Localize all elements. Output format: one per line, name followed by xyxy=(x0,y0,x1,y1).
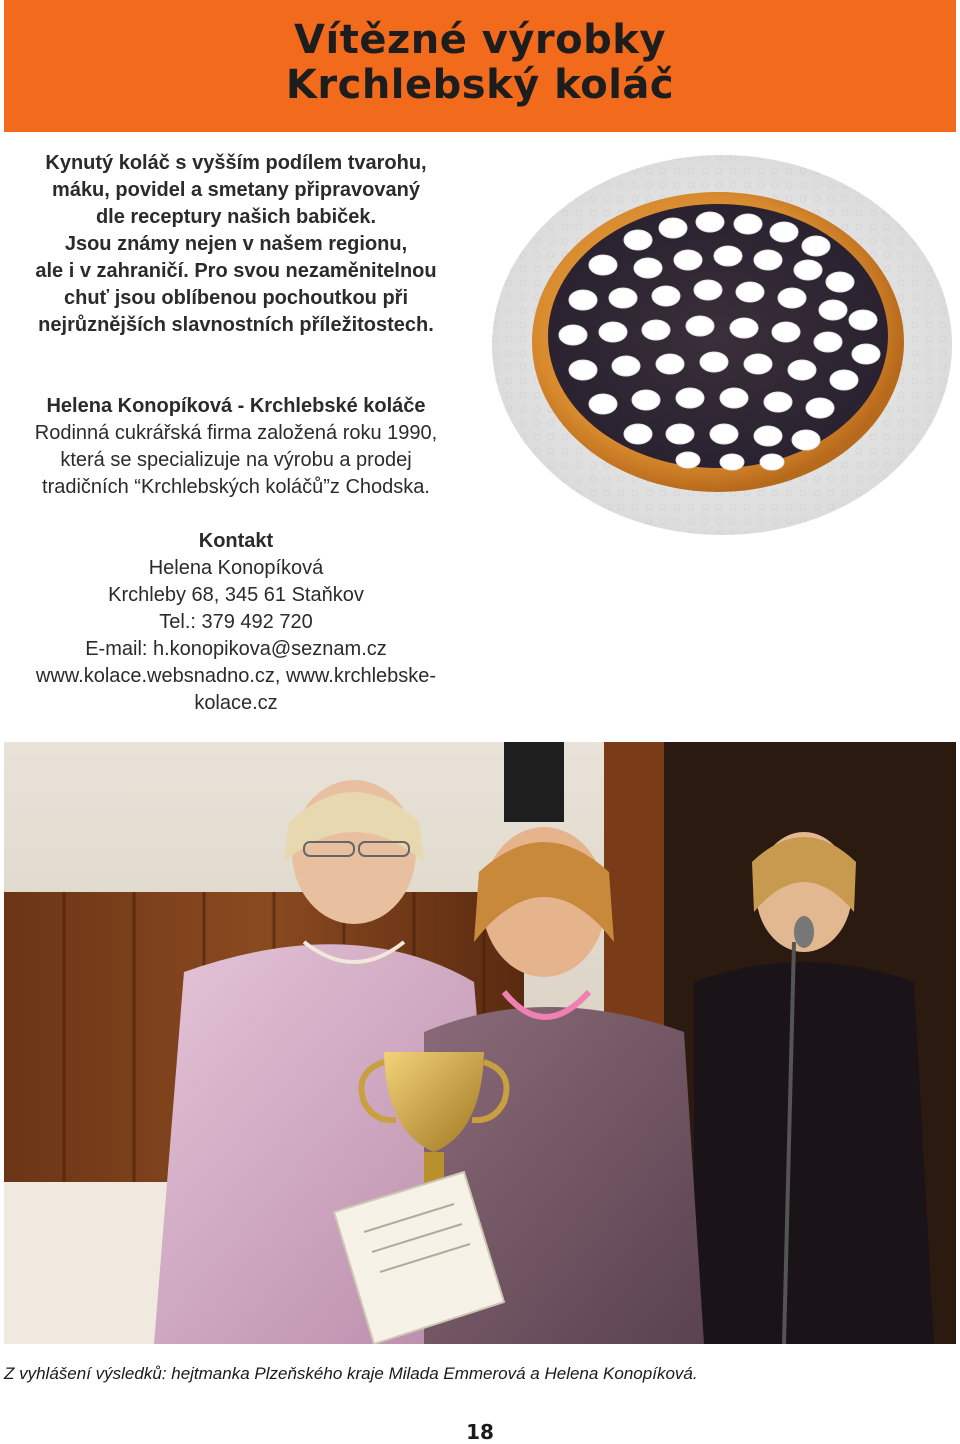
ceremony-photo xyxy=(4,742,956,1344)
company-info xyxy=(0,393,472,501)
company-line: tradičních “Krchlebských koláčů”z Chodska. xyxy=(42,476,430,498)
ceremony-photo-illustration xyxy=(4,742,956,1344)
intro-line: chuť jsou oblíbenou pochoutkou při xyxy=(64,287,408,309)
company-name: Helena Konopíková - Krchlebské koláče xyxy=(46,395,426,417)
intro-text xyxy=(0,150,472,339)
photo-caption: Z vyhlášení výsledků: hejtmanka Plzeňského kraje Milada Emmerová a Helena Konopíková. xyxy=(4,1364,698,1383)
contact-web-line1: www.kolace.websnadno.cz, www.krchlebske- xyxy=(35,665,437,687)
company-line: Rodinná cukrářská firma založená roku 1990, xyxy=(34,422,438,444)
intro-line: dle receptury našich babiček. xyxy=(95,206,377,228)
page-number: 18 xyxy=(466,1420,494,1444)
contact-phone: Tel.: 379 492 720 xyxy=(159,611,313,633)
cake-photo xyxy=(488,150,956,540)
contact-block xyxy=(0,528,472,717)
contact-web-line2: kolace.cz xyxy=(194,692,278,714)
contact-person: Helena Konopíková xyxy=(148,557,324,579)
company-line: která se specializuje na výrobu a prodej xyxy=(60,449,412,471)
contact-email: E-mail: h.konopikova@seznam.cz xyxy=(85,638,387,660)
page-title-line2: Krchlebský koláč xyxy=(285,62,675,108)
page-title-line1: Vítězné výrobky xyxy=(294,17,666,63)
intro-line: ale i v zahraničí. Pro svou nezaměnitelnou xyxy=(35,260,437,282)
contact-heading: Kontakt xyxy=(198,530,274,552)
intro-line: Kynutý koláč s vyšším podílem tvarohu, xyxy=(45,152,427,174)
intro-line: Jsou známy nejen v našem regionu, xyxy=(64,233,408,255)
contact-address: Krchleby 68, 345 61 Staňkov xyxy=(108,584,364,606)
intro-line: nejrůznějších slavnostních příležitostech. xyxy=(38,314,434,336)
intro-line: máku, povidel a smetany připravovaný xyxy=(52,179,420,201)
